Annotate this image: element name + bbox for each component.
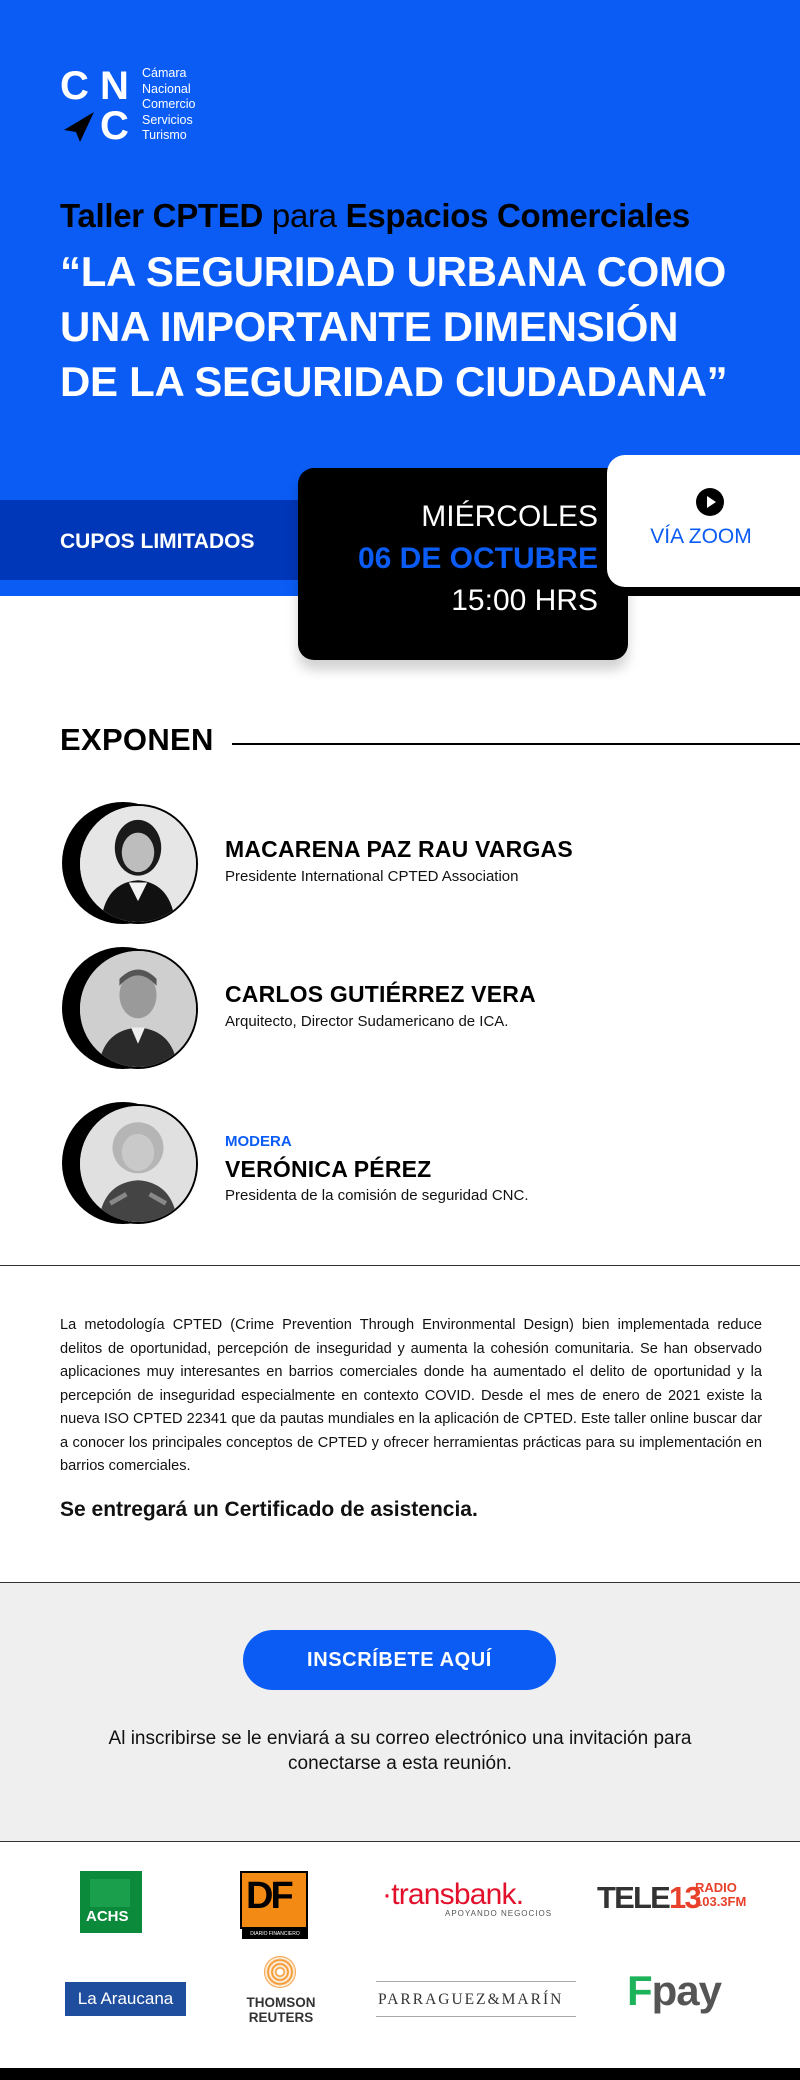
logo-wordmark xyxy=(142,66,196,144)
zoom-badge[interactable] xyxy=(607,455,800,587)
parraguez-rule-top xyxy=(376,1981,576,1982)
person-icon xyxy=(80,806,196,922)
parraguez-rule-bottom xyxy=(376,2016,576,2017)
zoom-label: VÍA ZOOM xyxy=(650,525,752,548)
speaker-role: Presidenta de la comisión de seguridad CNC. xyxy=(225,1187,529,1204)
fpay-logo[interactable] xyxy=(627,1967,721,2015)
logo-mark xyxy=(60,66,136,148)
tele13-radio-1: RADIO xyxy=(695,1880,737,1895)
limited-spots-label: CUPOS LIMITADOS xyxy=(60,530,255,553)
speaker-role: Presidente International CPTED Association xyxy=(225,868,519,885)
subtitle-normal: para xyxy=(271,197,337,234)
fpay-f: F xyxy=(627,1967,652,2014)
df-sub: DIARIO FINANCIERO xyxy=(242,1929,308,1939)
logo-letter-n: N xyxy=(100,64,129,108)
footer-bar xyxy=(0,2068,800,2080)
subtitle-bold-2: Espacios Comerciales xyxy=(345,197,690,234)
tele13-logo[interactable] xyxy=(597,1880,700,1916)
certificate-note: Se entregará un Certificado de asistencia. xyxy=(60,1498,478,1521)
speaker-name: MACARENA PAZ RAU VARGAS xyxy=(225,836,573,862)
event-date: 06 DE OCTUBRE xyxy=(357,542,598,575)
moderator-card xyxy=(60,1100,800,1226)
section-divider xyxy=(0,1265,800,1266)
heading-rule xyxy=(232,743,800,745)
logo-line: Cámara xyxy=(142,66,187,80)
tele13-radio-2: 103.3FM xyxy=(695,1894,747,1909)
parraguez-marin-logo[interactable]: PARRAGUEZ&MARÍN xyxy=(378,1991,564,2008)
play-icon xyxy=(696,488,724,516)
event-date-box xyxy=(298,468,628,660)
speaker-photo xyxy=(60,945,200,1071)
speaker-photo xyxy=(60,1100,200,1226)
logo-line: Servicios xyxy=(142,112,193,127)
transbank-tagline: APOYANDO NEGOCIOS xyxy=(445,1909,553,1918)
cta-section xyxy=(0,1582,800,1842)
fpay-rest: pay xyxy=(651,1967,722,2014)
speaker-name: CARLOS GUTIÉRREZ VERA xyxy=(225,981,536,1007)
headline-line: DE LA SEGURIDAD CIUDADANA” xyxy=(60,358,728,405)
event-time: 15:00 HRS xyxy=(451,584,598,617)
event-day: MIÉRCOLES xyxy=(421,500,598,533)
event-headline xyxy=(60,244,780,409)
avatar xyxy=(78,804,198,924)
speaker-card xyxy=(60,800,800,926)
logo-line: Nacional xyxy=(142,81,191,96)
person-icon xyxy=(80,951,196,1067)
speaker-card xyxy=(60,945,800,1071)
thomson-line-1: THOMSON xyxy=(246,1995,316,2010)
df-label: DF xyxy=(246,1875,291,1917)
headline-line: “LA SEGURIDAD URBANA COMO xyxy=(60,248,727,295)
transbank-logo[interactable]: ·transbank. xyxy=(382,1878,524,1911)
cnc-logo[interactable] xyxy=(60,66,260,148)
logo-line: Comercio xyxy=(142,97,196,111)
person-icon xyxy=(80,1106,196,1222)
thomson-reuters-icon xyxy=(264,1956,296,1988)
arrow-icon xyxy=(62,110,96,144)
speaker-name: VERÓNICA PÉREZ xyxy=(225,1156,432,1182)
achs-logo[interactable] xyxy=(80,1871,142,1933)
logo-line: Turismo xyxy=(142,128,187,142)
thomson-reuters-logo[interactable] xyxy=(240,1995,322,2025)
logo-letter-c1: C xyxy=(60,64,89,108)
tele13-radio xyxy=(695,1881,746,1909)
limited-spots-bar xyxy=(0,500,310,580)
register-note: Al inscribirse se le enviará a su correo electrónico una invitación para conectarse a esta reunión. xyxy=(108,1728,692,1774)
tele13-b: 13 xyxy=(669,1880,700,1915)
logo-letter-c2: C xyxy=(100,104,129,148)
headline-line: UNA IMPORTANTE DIMENSIÓN xyxy=(60,303,679,350)
avatar xyxy=(78,949,198,1069)
tele13-a: TELE xyxy=(597,1880,670,1915)
la-araucana-logo[interactable]: La Araucana xyxy=(65,1982,186,2016)
df-logo[interactable] xyxy=(240,1871,308,1937)
speaker-role: Arquitecto, Director Sudamericano de ICA. xyxy=(225,1013,509,1030)
subtitle-bold-1: Taller CPTED xyxy=(60,197,264,234)
register-button[interactable]: INSCRÍBETE AQUÍ xyxy=(243,1630,556,1690)
description-paragraph: La metodología CPTED (Crime Prevention Through Environmental Design) bien implementada reduce delitos de oportunidad, percepción de inseguridad y aumenta la cohesión comunitaria. Se han observado aplicaciones muy interesantes en barrios comerciales donde ha aumentado el delito de oportunidad y la percepción de inseguridad especialmente en contexto COVID. Desde el mes de enero de 2021 existe la nueva ISO CPTED 22341 que da pautas mundiales en la aplicación de CPTED. Este taller online buscar dar a conocer los principales conceptos de CPTED y ofrecer herramientas prácticas para su implementación en barrios comerciales. xyxy=(60,1317,762,1474)
speaker-photo xyxy=(60,800,200,926)
event-subtitle xyxy=(60,196,760,236)
achs-label: ACHS xyxy=(86,1908,129,1925)
avatar xyxy=(78,1104,198,1224)
thomson-line-2: REUTERS xyxy=(248,2010,314,2025)
moderator-tag: MODERA xyxy=(225,1133,292,1150)
speakers-heading: EXPONEN xyxy=(60,722,214,757)
